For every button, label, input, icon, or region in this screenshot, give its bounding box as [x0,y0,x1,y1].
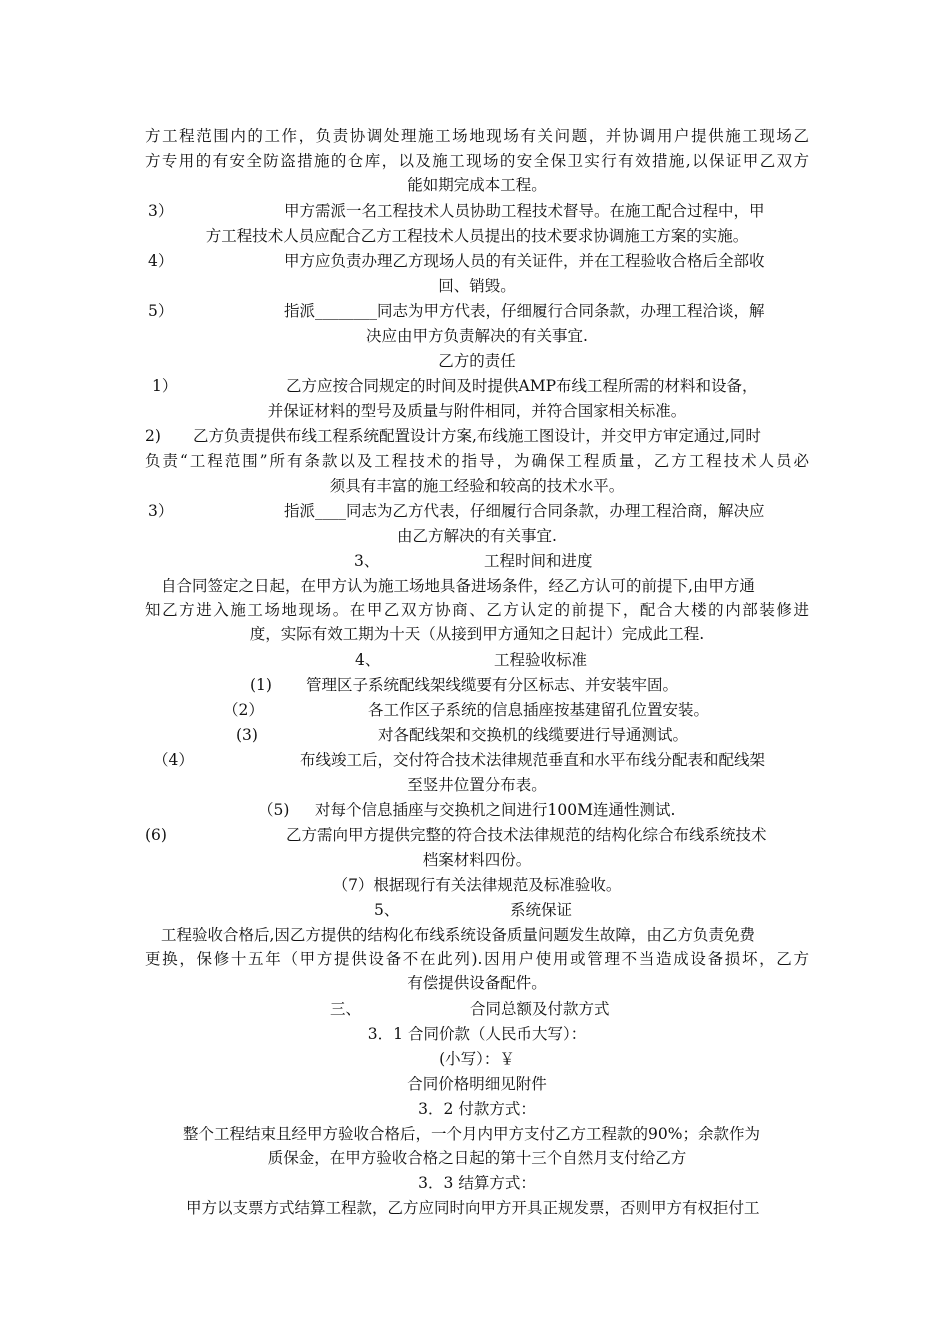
paragraph-line: 有偿提供设备配件。 [407,974,547,992]
paragraph-line: 知乙方进入施工场地现场。在甲乙双方协商、乙方认定的前提下，配合大楼的内部装修进 [145,601,809,619]
item-number: 3） [148,202,174,220]
item-number: （4） [153,751,194,769]
item-text: 至竖井位置分布表。 [407,776,547,794]
item-text: 并保证材料的型号及质量与附件相同，并符合国家相关标准。 [267,402,687,420]
item-number: 1） [152,377,178,395]
item-number: (3) [236,726,258,744]
item-number: 5） [148,302,174,320]
item-text: 乙方应按合同规定的时间及时提供AMP布线工程所需的材料和设备， [286,377,758,395]
item-text: 各工作区子系统的信息插座按基建留孔位置安装。 [368,701,710,719]
section-number: 三、 [330,1000,362,1018]
section-title: 工程时间和进度 [484,552,593,570]
item-text: 指派________同志为甲方代表，仔细履行合同条款，办理工程洽谈，解 [284,302,765,320]
item-text: 对每个信息插座与交换机之间进行100M连通性测试. [315,801,676,819]
item-number: （5) [258,801,290,819]
item-number: 2) [145,427,161,445]
item-number: （2） [223,701,264,719]
section-number: 4、 [355,651,381,669]
item-text: 档案材料四份。 [422,851,532,869]
section-title: 合同总额及付款方式 [470,1000,610,1018]
item-text: 布线竣工后，交付符合技术法律规范垂直和水平布线分配表和配线架 [300,751,766,769]
item-number: 4） [148,252,174,270]
item-number: 3） [148,502,174,520]
paragraph-line: 度，实际有效工期为十天（从接到甲方通知之日起计）完成此工程. [249,625,705,643]
section-number: 3、 [354,552,380,570]
item-number: (6) [145,826,167,844]
item-text: 回、销毁。 [438,277,516,295]
paragraph-line: 整个工程结束且经甲方验收合格后，一个月内甲方支付乙方工程款的90%；余款作为 [183,1125,760,1143]
item-text: 须具有丰富的施工经验和较高的技术水平。 [329,477,625,495]
section-number: 5、 [374,901,400,919]
item-text: 甲方需派一名工程技术人员协助工程技术督导。在施工配合过程中，甲 [284,202,765,220]
item-text: 乙方需向甲方提供完整的符合技术法律规范的结构化综合布线系统技术 [286,826,767,844]
paragraph-line: 更换，保修十五年（甲方提供设备不在此列).因用户使用或管理不当造成设备损坏，乙方 [145,950,809,968]
item-text: 决应由甲方负责解决的有关事宜. [366,327,588,345]
item-text: 指派____同志为乙方代表，仔细履行合同条款，办理工程洽商，解决应 [284,502,765,520]
item-text: 由乙方解决的有关事宜. [397,527,557,545]
clause-text: (小写）：￥ [439,1050,515,1068]
section-title: 工程验收标准 [494,651,588,669]
paragraph-line: 自合同签定之日起，在甲方认为施工场地具备进场条件，经乙方认可的前提下,由甲方通 [161,577,755,595]
item-text: 甲方应负责办理乙方现场人员的有关证件，并在工程验收合格后全部收 [284,252,765,270]
paragraph-line: 质保金，在甲方验收合格之日起的第十三个自然月支付给乙方 [267,1149,687,1167]
paragraph-line: 方专用的有安全防盗措施的仓库，以及施工现场的安全保卫实行有效措施,以保证甲乙双方 [145,152,809,170]
clause-heading: 3．3 结算方式： [418,1174,536,1192]
paragraph-line: 甲方以支票方式结算工程款，乙方应同时向甲方开具正规发票，否则甲方有权拒付工 [186,1199,760,1217]
paragraph-line: 工程验收合格后,因乙方提供的结构化布线系统设备质量问题发生故障，由乙方负责免费 [161,926,755,944]
section-title: 系统保证 [510,901,573,919]
item-text: （7）根据现行有关法律规范及标准验收。 [332,876,622,894]
clause-heading: 3．2 付款方式： [418,1100,536,1118]
section-heading: 乙方的责任 [438,352,516,370]
item-text: 负责“工程范围”所有条款以及工程技术的指导，为确保工程质量，乙方工程技术人员必 [145,452,809,470]
clause-text: 合同价格明细见附件 [407,1075,547,1093]
item-text: 方工程技术人员应配合乙方工程技术人员提出的技术要求协调施工方案的实施。 [205,227,749,245]
item-text: 管理区子系统配线架线缆要有分区标志、并安装牢固。 [306,676,679,694]
paragraph-line: 能如期完成本工程。 [407,176,547,194]
clause-heading: 3．1 合同价款（人民币大写）： [367,1025,587,1043]
item-number: (1) [250,676,272,694]
item-text: 对各配线架和交换机的线缆要进行导通测试。 [378,726,689,744]
paragraph-line: 方工程范围内的工作，负责协调处理施工场地现场有关问题，并协调用户提供施工现场乙 [145,127,809,145]
item-text: 乙方负责提供布线工程系统配置设计方案,布线施工图设计，并交甲方审定通过,同时 [193,427,761,445]
